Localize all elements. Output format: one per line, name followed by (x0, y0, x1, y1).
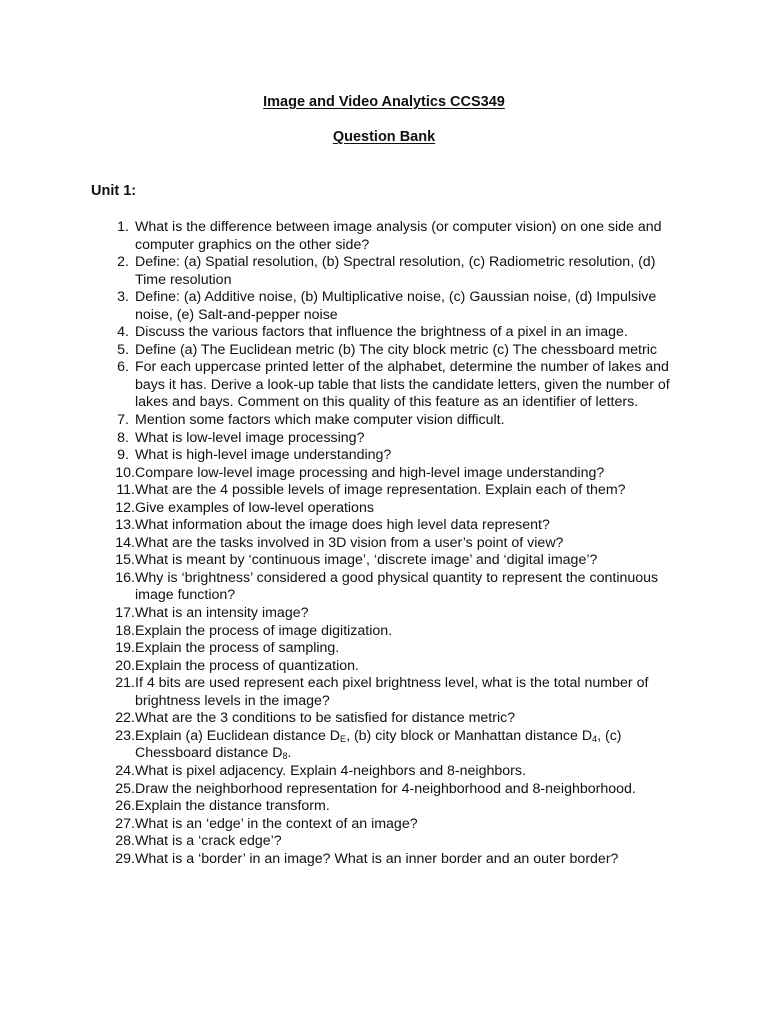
question-text: Define: (a) Spatial resolution, (b) Spectral resolution, (c) Radiometric resolution, (d) Time resolution (135, 254, 656, 288)
question-number: 15. (115, 552, 135, 569)
question-text: What is high-level image understanding? (135, 447, 392, 464)
question-text: Draw the neighborhood representation for 4-neighborhood and 8-neighborhood. (135, 780, 636, 797)
question-item (0, 658, 768, 676)
document-subtitle: Question Bank (332, 129, 436, 145)
question-number: 17. (115, 605, 135, 622)
question-number: 6. (117, 359, 129, 376)
question-number: 3. (117, 289, 129, 306)
question-number: 24. (115, 762, 135, 779)
question-item (0, 798, 768, 816)
question-item (0, 324, 768, 342)
question-text: What is a ‘border’ in an image? What is an inner border and an outer border? (135, 850, 619, 867)
question-number: 29. (115, 850, 135, 867)
question-text-part: . (287, 745, 292, 762)
question-text: What is low-level image processing? (135, 429, 365, 446)
question-number: 12. (115, 499, 135, 516)
question-number: 8. (117, 429, 129, 446)
question-number: 14. (115, 534, 135, 551)
question-item (0, 675, 768, 710)
question-item (0, 763, 768, 781)
question-item (0, 412, 768, 430)
question-item (0, 623, 768, 641)
question-number: 9. (117, 447, 129, 464)
question-item (0, 359, 768, 412)
question-item (0, 728, 768, 763)
question-number: 1. (117, 219, 129, 235)
question-text: What is pixel adjacency. Explain 4-neighbors and 8-neighbors. (135, 762, 526, 779)
unit-heading: Unit 1: (91, 183, 137, 199)
question-number: 16. (115, 569, 135, 586)
question-text: What information about the image does high level data represent? (135, 517, 550, 534)
question-text (135, 728, 622, 762)
question-number: 26. (115, 798, 135, 815)
question-number: 25. (115, 780, 135, 797)
question-item (0, 552, 768, 570)
question-number: 2. (117, 254, 129, 271)
question-number: 21. (115, 675, 135, 692)
subscript: 8 (282, 751, 288, 762)
question-text: Discuss the various factors that influence the brightness of a pixel in an image. (135, 324, 628, 341)
question-item (0, 430, 768, 448)
question-item (0, 219, 768, 254)
question-text: Compare low-level image processing and high-level image understanding? (135, 464, 605, 481)
question-text: Define: (a) Additive noise, (b) Multiplicative noise, (c) Gaussian noise, (d) Impulsive noise, (e) Salt-and-pepper noise (135, 289, 657, 323)
question-text: What are the tasks involved in 3D vision from a user’s point of view? (135, 534, 564, 551)
question-number: 27. (115, 815, 135, 832)
question-item (0, 851, 768, 869)
question-item (0, 517, 768, 535)
question-item (0, 289, 768, 324)
question-item (0, 465, 768, 483)
question-text: What is meant by ‘continuous image’, ‘discrete image’ and ‘digital image’? (135, 552, 598, 569)
question-item (0, 833, 768, 851)
question-number: 4. (117, 324, 129, 341)
question-text: Explain the process of image digitization. (135, 622, 393, 639)
question-item (0, 710, 768, 728)
question-item (0, 605, 768, 623)
question-item (0, 535, 768, 553)
question-item (0, 342, 768, 360)
question-item (0, 816, 768, 834)
question-text: Explain the process of sampling. (135, 640, 340, 657)
question-number: 23. (115, 727, 135, 744)
question-number: 22. (115, 710, 135, 727)
question-text-part: , (c) Chessboard distance D (135, 727, 622, 762)
question-number: 5. (117, 341, 129, 358)
question-number: 19. (115, 640, 135, 657)
question-text-part: , (b) city block or Manhattan distance D (346, 727, 593, 744)
question-text-part: Explain (a) Euclidean distance D (135, 727, 341, 744)
question-number: 10. (115, 464, 135, 481)
question-item (0, 781, 768, 799)
question-number: 18. (115, 622, 135, 639)
question-item (0, 570, 768, 605)
question-item (0, 500, 768, 518)
question-text: For each uppercase printed letter of the alphabet, determine the number of lakes and bays it has. Derive a look-up table that lists the candidate letters, given the number of lakes and bays. Comment on this quality of this feature as an identifier of letters. (135, 359, 670, 411)
subscript: 4 (592, 733, 598, 744)
question-text: What is an ‘edge’ in the context of an image? (135, 815, 418, 832)
question-list (0, 219, 768, 868)
question-text: Explain the distance transform. (135, 798, 330, 815)
question-text: Explain the process of quantization. (135, 657, 359, 674)
question-number: 11. (116, 482, 135, 499)
question-item (0, 482, 768, 500)
subscript: E (340, 733, 347, 744)
question-item (0, 447, 768, 465)
question-text: Why is ‘brightness’ considered a good physical quantity to represent the continuous image function? (135, 569, 659, 604)
question-text: Define (a) The Euclidean metric (b) The city block metric (c) The chessboard metric (135, 341, 657, 358)
question-number: 28. (115, 833, 135, 850)
question-number: 20. (115, 657, 135, 674)
question-number: 13. (115, 517, 135, 534)
question-item (0, 254, 768, 289)
question-item (0, 640, 768, 658)
question-number: 7. (117, 412, 129, 429)
question-text: Mention some factors which make computer vision difficult. (135, 412, 505, 429)
question-text: What is the difference between image analysis (or computer vision) on one side and computer graphics on the other side? (135, 219, 662, 253)
question-text: What are the 4 possible levels of image representation. Explain each of them? (135, 482, 626, 499)
document-title: Image and Video Analytics CCS349 (263, 94, 505, 110)
question-text: What is an intensity image? (135, 605, 309, 622)
question-text: What is a ‘crack edge’? (135, 833, 282, 850)
question-text: Give examples of low-level operations (135, 499, 374, 516)
question-text: If 4 bits are used represent each pixel brightness level, what is the total number of brightness levels in the image? (135, 675, 649, 709)
question-text: What are the 3 conditions to be satisfied for distance metric? (135, 710, 516, 727)
